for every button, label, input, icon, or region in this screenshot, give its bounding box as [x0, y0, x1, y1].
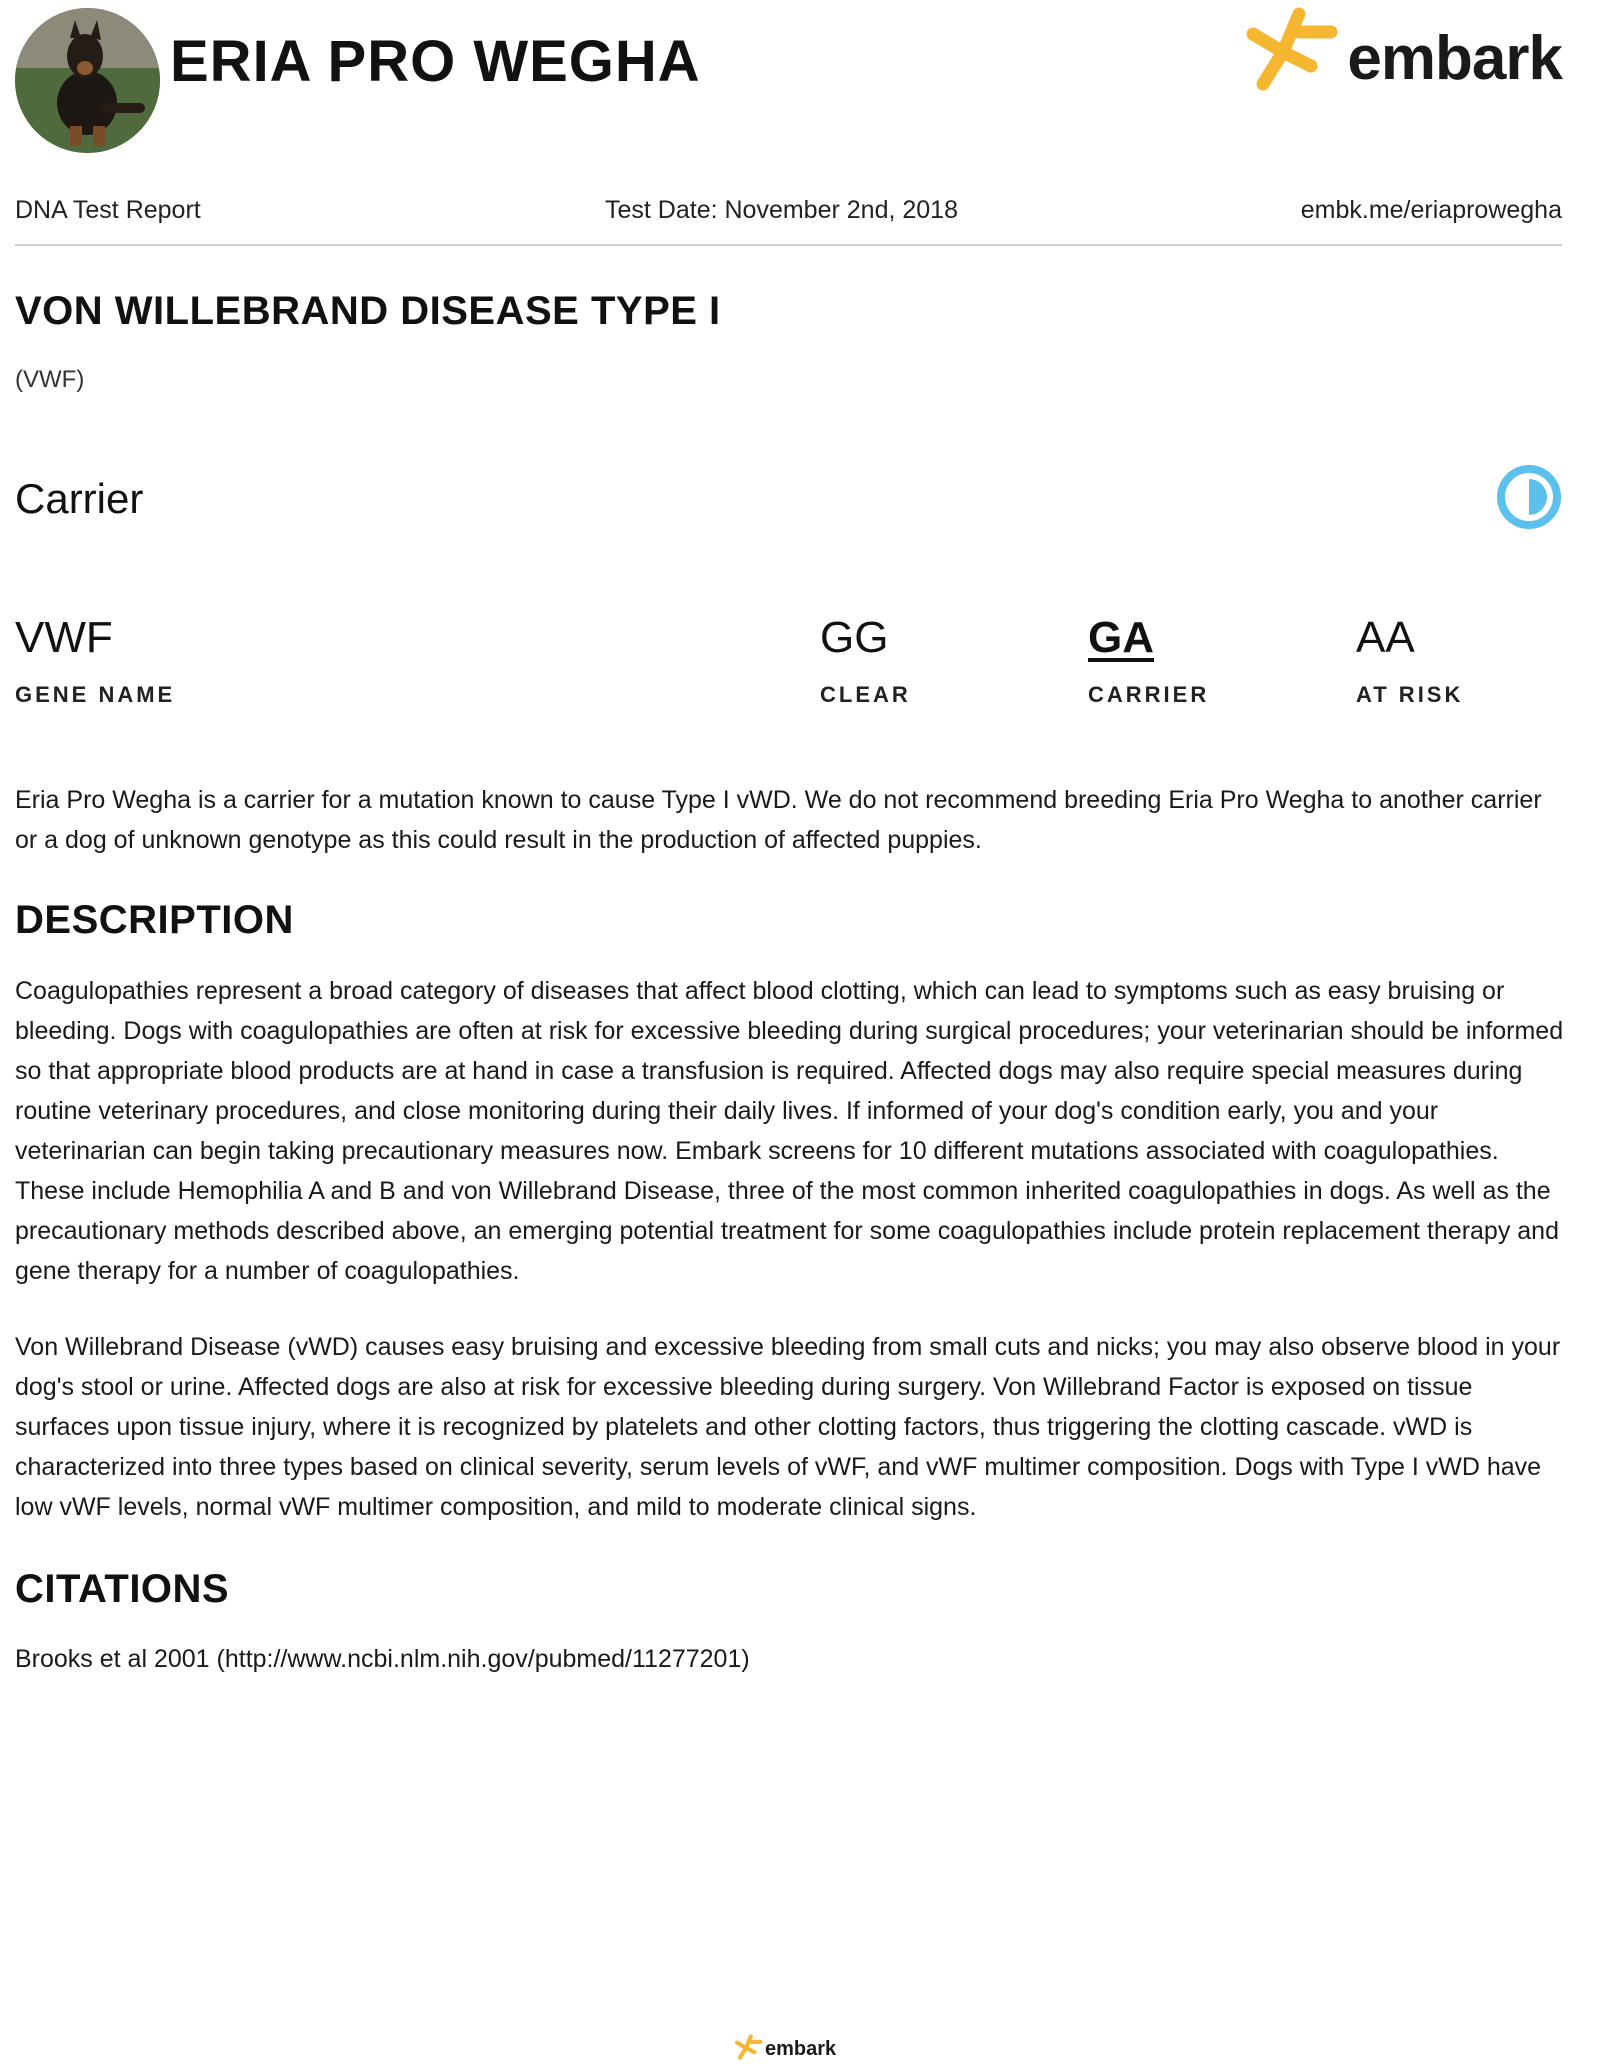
- dog-avatar: [15, 8, 160, 153]
- genotype-at-risk-value: AA: [1356, 613, 1415, 662]
- genotype-carrier-label: CARRIER: [1088, 682, 1210, 707]
- gene-name-label: GENE NAME: [15, 682, 176, 707]
- gene-name-value: VWF: [15, 613, 113, 662]
- genotype-clear-label: CLEAR: [820, 682, 911, 707]
- embark-logo-icon: [1243, 4, 1343, 94]
- embark-logo-text: embark: [1347, 24, 1562, 93]
- footer-embark-logo: [734, 2033, 836, 2061]
- description-heading: DESCRIPTION: [15, 898, 294, 942]
- report-meta-row: [15, 196, 1562, 225]
- genotype-row: [0, 612, 1600, 712]
- gene-abbreviation: (VWF): [15, 366, 85, 393]
- footer-logo-text: embark: [765, 2038, 837, 2060]
- citation-item[interactable]: Brooks et al 2001 (http://www.ncbi.nlm.nih.gov/pubmed/11277201): [15, 1645, 750, 1673]
- report-type-label: DNA Test Report: [15, 196, 201, 224]
- genotype-clear-value: GG: [820, 613, 889, 662]
- result-summary: Eria Pro Wegha is a carrier for a mutation known to cause Type I vWD. We do not recommend breeding Eria Pro Wegha to another carrier or a dog of unknown genotype as this could result in the production of affected puppies.: [15, 786, 1542, 854]
- gene-name-column: [15, 612, 175, 708]
- header-divider: [15, 244, 1562, 246]
- description-paragraph: Von Willebrand Disease (vWD) causes easy bruising and excessive bleeding from small cuts and nicks; you may also observe blood in your dog's stool or urine. Affected dogs are also at risk for excessive bleeding during surgery. Von Willebrand Factor is exposed on tissue surfaces upon tissue injury, where it is recognized by platelets and other clotting factors, thus triggering the clotting cascade. vWD is characterized into three types based on clinical severity, serum levels of vWF, and vWF multimer composition. Dogs with Type I vWD have low vWF levels, normal vWF multimer composition, and mild to moderate clinical signs.: [15, 1333, 1561, 1521]
- genotype-clear-column: [820, 612, 911, 708]
- genotype-carrier-column: [1088, 612, 1209, 708]
- dog-name-title: ERIA PRO WEGHA: [170, 29, 701, 94]
- report-header: [0, 0, 1600, 160]
- half-circle-carrier-icon: [1496, 464, 1562, 530]
- genotype-at-risk-column: [1356, 612, 1463, 708]
- result-status: Carrier: [15, 475, 144, 522]
- description-paragraph: Coagulopathies represent a broad category of diseases that affect blood clotting, which can lead to symptoms such as easy bruising or bleeding. Dogs with coagulopathies are often at risk for excessive bleeding during surgical procedures; your veterinarian should be informed so that appropriate blood products are at hand in case a transfusion is required. Affected dogs may also require special measures during routine veterinary procedures, and close monitoring during their daily lives. If informed of your dog's condition early, you and your veterinarian can begin taking precautionary measures now. Embark screens for 10 different mutations associated with coagulopathies. These include Hemophilia A and B and von Willebrand Disease, three of the most common inherited coagulopathies in dogs. As well as the precautionary methods described above, an emerging potential treatment for some coagulopathies include protein replacement therapy and gene therapy for a number of coagulopathies.: [15, 977, 1564, 1285]
- genotype-carrier-value: GA: [1088, 613, 1154, 662]
- profile-link[interactable]: embk.me/eriaprowegha: [1300, 196, 1562, 224]
- condition-title: VON WILLEBRAND DISEASE TYPE I: [15, 289, 721, 333]
- dog-photo-image: [15, 8, 160, 153]
- embark-logo-icon: [734, 2033, 764, 2061]
- genotype-at-risk-label: AT RISK: [1356, 682, 1464, 707]
- test-date-label: Test Date: November 2nd, 2018: [605, 196, 958, 224]
- citations-heading: CITATIONS: [15, 1567, 230, 1611]
- embark-logo: [1243, 4, 1562, 94]
